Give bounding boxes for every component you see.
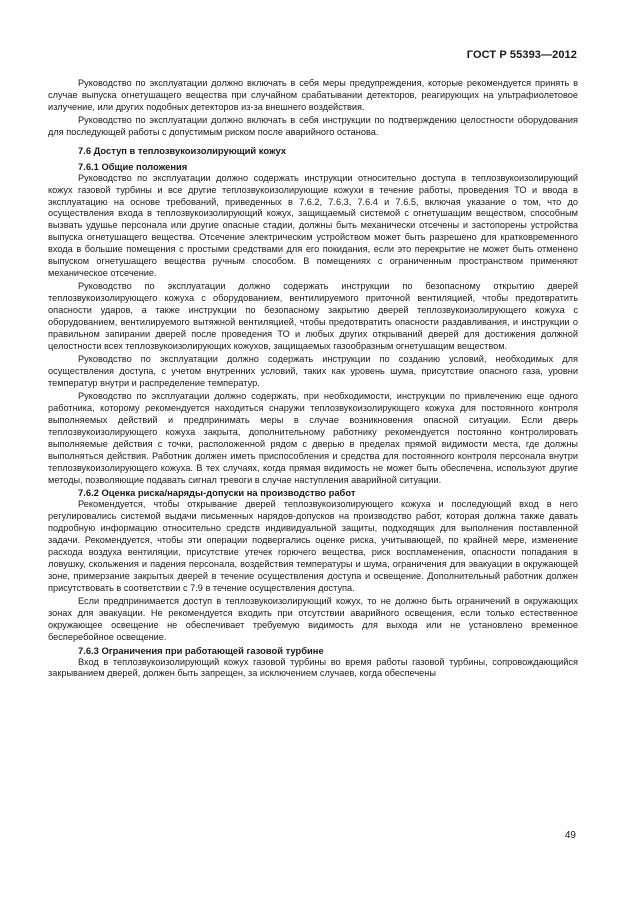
paragraph: Руководство по эксплуатации должно содержать инструкции по созданию условий, необходимых для осуществления доступа, с учетом внутренних условий, таких как уровень шума, присутствие опасного газа, уровни температур внутри и распределение температур. xyxy=(48,354,578,388)
subsection-heading-7-6-1: 7.6.1 Общие положения xyxy=(78,160,188,172)
paragraph: Рекомендуется, чтобы открывание дверей теплозвукоизолирующего кожуха и последующий вход в него регулировались системой выдачи письменных нарядов-допусков на производство работ, которая должна также давать подробную информацию относительно средств индивидуальной защиты, подходящих для выполнения поставленной задачи. Рекомендуется, чтобы эти операции подвергались оценке риска, учитывающей, по крайней мере, изменение расхода воздуха вентиляции, присутствие утечек горючего вещества, риск воспламенения, опасности попадания в ловушку, скольжения и падения персонала, воздействия температуры и шума, ограничения для эвакуации в окружающей зоне, примерзание закрытых дверей в течение осуществления доступа и освещение. Дополнительный работник должен присутствовать в соответствии с 7.9 в течение осуществления доступа. xyxy=(48,499,578,593)
paragraph: Руководство по эксплуатации должно включать в себя инструкции по подтверждению целостности оборудования для последующей работы с допустимым риском после аварийного останова. xyxy=(48,115,578,138)
paragraph: Руководство по эксплуатации должно содержать инструкции по безопасному открытию дверей теплозвукоизолирующего кожуха с оборудованием, вентилируемого приточной вентиляцией, чтобы предотвратить опасности ударов, а также инструкции по безопасному закрытию дверей теплозвукоизолирующего кожуха с оборудованием, вентилируемого вытяжной вентиляцией, чтобы предотвратить опасности раздавливания, и инструкции о правильном запирании дверей после проведения ТО и любых других открываний дверей для достижения должной целостности всех теплозвукоизолирующих кожухов, защищаемых газообразным огнетушащим веществом. xyxy=(48,281,578,351)
paragraph: Руководство по эксплуатации должно содержать инструкции относительно доступа в теплозвукоизолирующий кожух газовой турбины и все другие теплозвукоизолирующие кожухи в течение работы, проведения ТО и ввода в эксплуатацию на основе требований, приведенных в 7.6.2, 7.6.3, 7.6.4 и 7.6.5, включая указание о том, что до осуществления входа в теплозвукоизолирующий кожух, защищаемый системой с огнетушащим веществом, способным вызвать удушье персонала или другие опасные стадии, должны быть механически отсечены и застопорены устройства выпуска огнетушащего вещества. Отсечение электрическим устройством может быть разрешено для кратковременного входа в большие помещения с простыми средствами для его покидания, если это перекрытие не может быть отменено выпуском огнетушащего вещества ручным способом. В помещениях с ограниченным пространством применяют механическое отсечение. xyxy=(48,172,578,278)
document-id-header: ГОСТ Р 55393—2012 xyxy=(466,49,577,61)
paragraph: Руководство по эксплуатации должно содержать, при необходимости, инструкции по привлечению еще одного работника, которому рекомендуется находиться снаружи теплозвукоизолирующего кожуха для постоянного контроля выполняемых действий и предпринимать меры в случае возникновения опасной ситуации. Если дверь теплозвукоизолирующего кожуха закрыта, дополнительному работнику рекомендуется постоянно контролировать выполняемые действия с точки, расположенной рядом с дверью в пределах прямой видимости места, где должны выполняться действия. Работник должен иметь приспособления и средства для постоянного контроля персонала внутри теплозвукоизолирующего кожуха. В тех случаях, когда прямая видимость не может быть обеспечена, используют другие методы, позволяющие подавать сигнал тревоги в случае наступления аварийной ситуации. xyxy=(48,391,578,485)
page-number: 49 xyxy=(564,830,576,841)
section-heading-7-6: 7.6 Доступ в теплозвукоизолирующий кожух xyxy=(78,144,287,156)
subsection-heading-7-6-3: 7.6.3 Ограничения при работающей газовой турбине xyxy=(78,644,324,656)
paragraph: Если предпринимается доступ в теплозвукоизолирующий кожух, то не должно быть ограничений в окружающих зонах для эвакуации. Не рекомендуется входить при отсутствии аварийного освещения, если только естественное окружающее освещение не обеспечивает требуемую видимость для выхода или не установлено временное бесперебойное освещение. xyxy=(48,596,578,642)
document-body xyxy=(48,78,578,680)
subsection-heading-7-6-2: 7.6.2 Оценка риска/наряды-допуски на производство работ xyxy=(78,487,356,499)
paragraph: Вход в теплозвукоизолирующий кожух газовой турбины во время работы газовой турбины, сопровождающийся закрыванием дверей, должен быть запрещен, за исключением случаев, когда обеспечены xyxy=(48,656,578,679)
paragraph: Руководство по эксплуатации должно включать в себя меры предупреждения, которые рекомендуется принять в случае выпуска огнетушащего вещества при случайном срабатывании детекторов, реагирующих на ультрафиолетовое излучение, или других подобных детекторов из-за внешнего воздействия. xyxy=(48,78,578,112)
